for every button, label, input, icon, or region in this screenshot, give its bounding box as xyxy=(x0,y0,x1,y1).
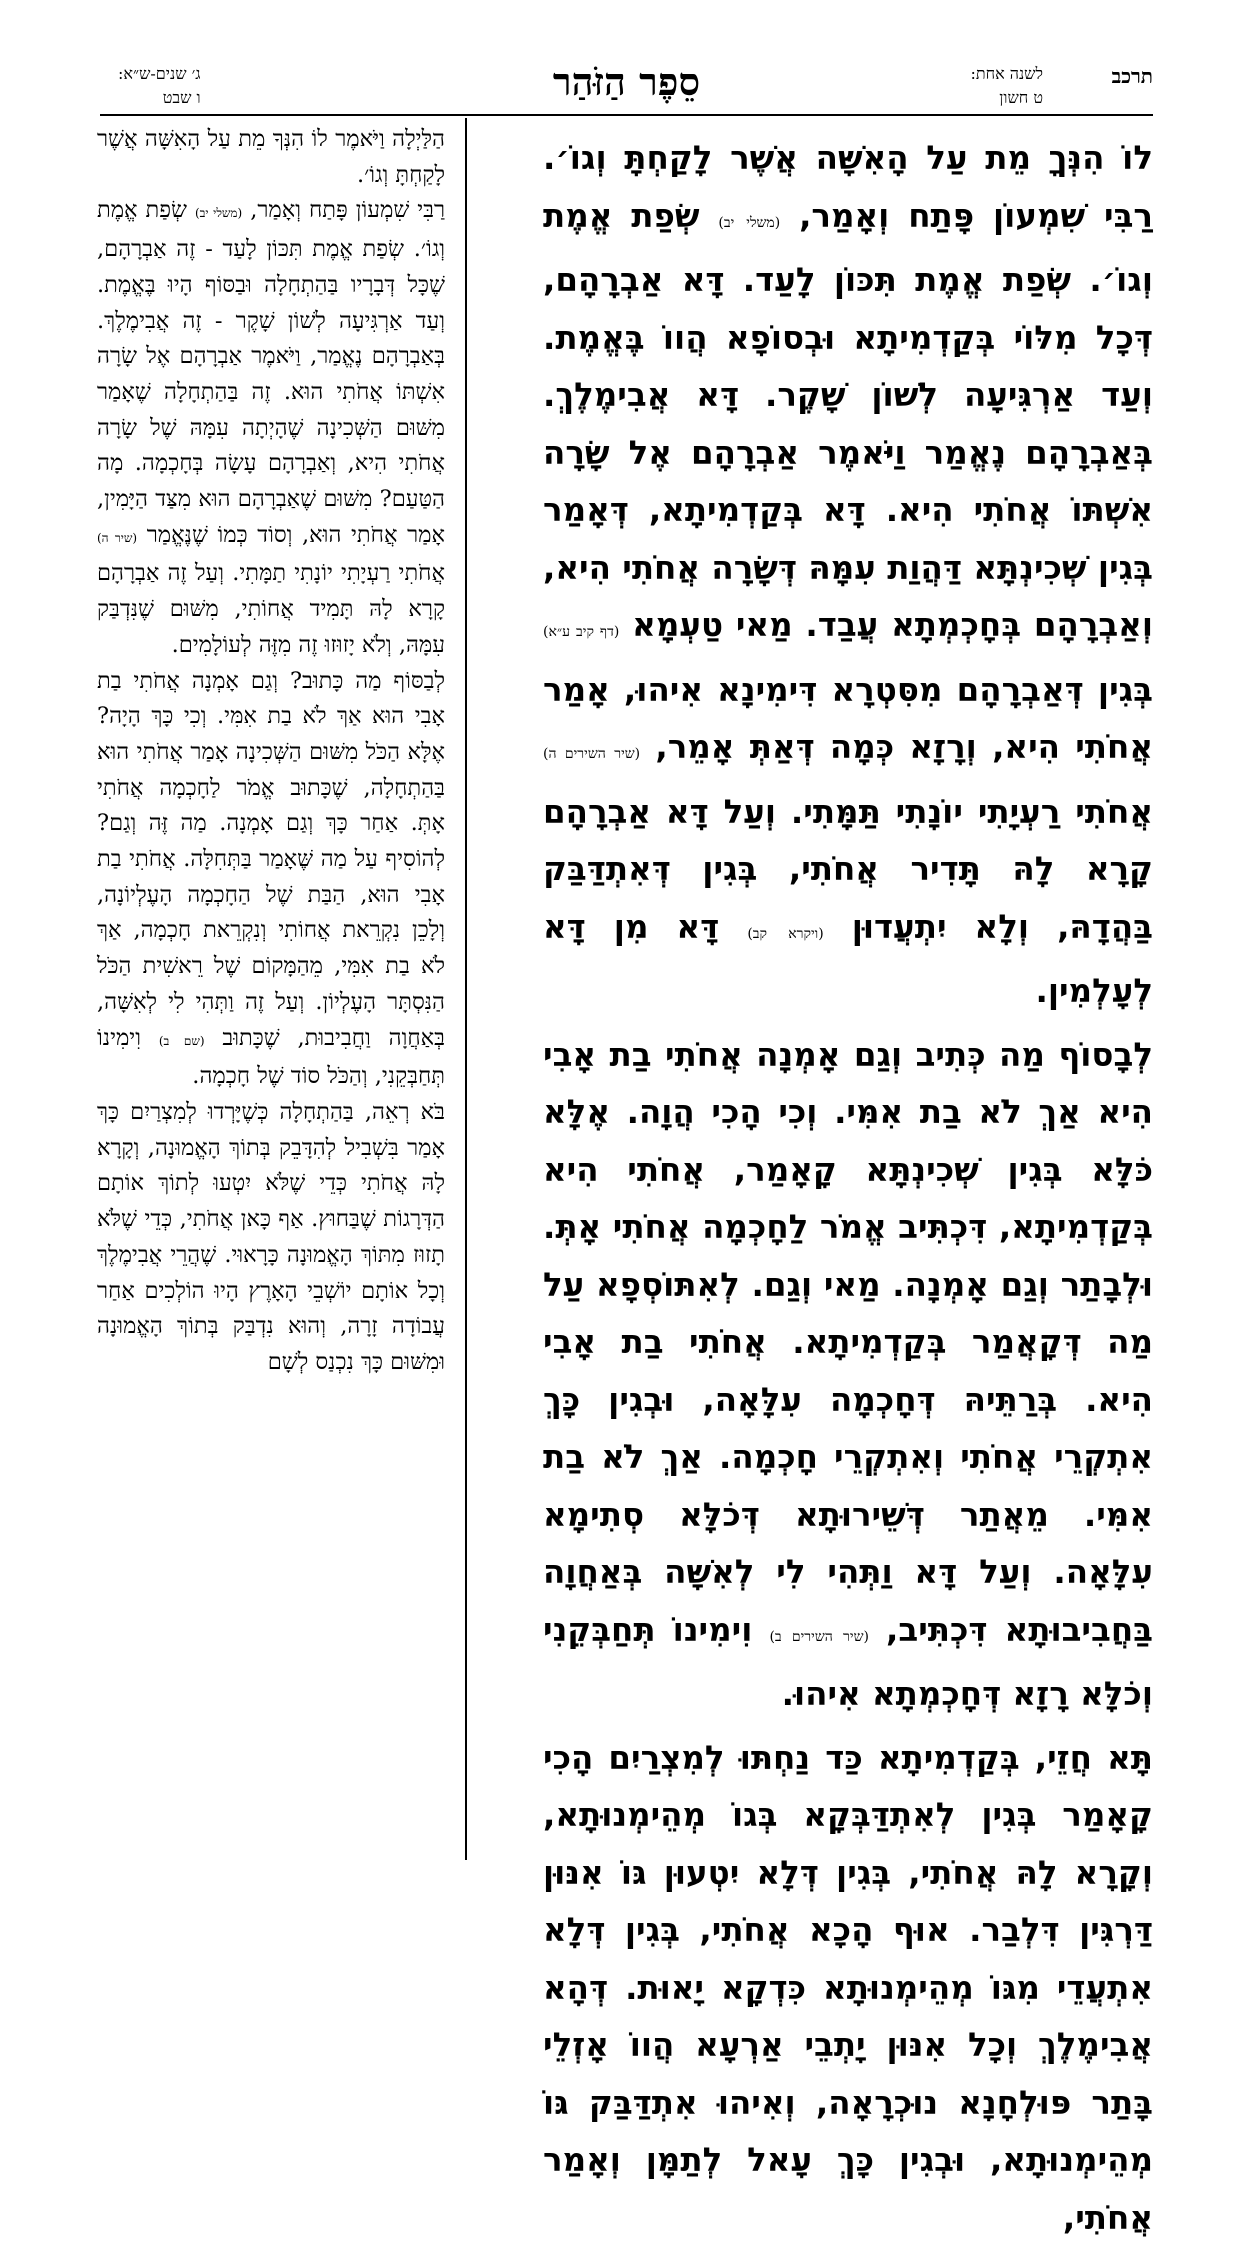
side-text: רַבִּי שִׁמְעוֹן פָּתַח וְאָמַר, xyxy=(250,197,445,223)
side-paragraph-2 xyxy=(97,193,445,663)
schedule-label: לשנה אחת: xyxy=(970,62,1043,86)
main-paragraph-2 xyxy=(543,1027,1153,1730)
citation: (דף קיב ע״א) xyxy=(543,624,619,640)
years-block xyxy=(118,62,201,110)
main-text: אֲחֹתִי רַעְיָתִי יוֹנָתִי תַּמָּתִי. וְעַל דָּא אַבְרָהָם קָרָא לָהּ תָּדִיר אֲחֹתִי, בְּגִין דְּאִתְדַּבַּק בַּהֲדָהּ, וְלָא יִתְעֲדוּן xyxy=(543,793,1153,946)
column-divider xyxy=(465,118,467,1860)
side-paragraph-1: הַלַּיְלָה וַיֹּאמֶר לוֹ הִנְּךָ מֵת עַל הָאִשָּׁה אֲשֶׁר לָקַחְתָּ וְגוֹ׳. xyxy=(97,122,445,193)
page-header xyxy=(100,58,1153,116)
citation: (משלי יב) xyxy=(195,206,242,220)
side-text: לְבַסּוֹף מַה כָּתוּב? וְגַם אָמְנָה אֲחֹתִי בַת אָבִי הוּא אַךְ לֹא בַת אִמִּי. וְכִי כָּךְ הָיָה? אֶלָּא הַכֹּל מִשּׁוּם הַשְּׁכִינָה אָמַר אֲחֹתִי הוּא בַּהַתְחָלָה, שֶׁכָּתוּב אֱמֹר לַחָכְמָה אֲחֹתִי אָתְּ. אַחַר כָּךְ וְגַם אָמְנָה. מַה זֶּה וְגַם? לְהוֹסִיף עַל מַה שֶּׁאָמַר בַּתְּחִלָּה. אֲחֹתִי בַת אָבִי הוּא, הַבַּת שֶׁל הַחָכְמָה הָעֶלְיוֹנָה, וְלָכֵן נִקְרֵאת אֲחוֹתִי וְנִקְרֵאת חָכְמָה, אַךְ לֹא בַת אִמִּי, מֵהַמָּקוֹם שֶׁל רֵאשִׁית הַכֹּל הַנִּסְתָּר הָעֶלְיוֹן. וְעַל זֶה וַתְּהִי לִי לְאִשָּׁה, בְּאַחֲוָה וַחֲבִיבוּת, שֶׁכָּתוּב xyxy=(97,668,445,1051)
main-text: וִימִינוֹ תְּחַבְּקֵנִי וְכֹלָּא רָזָא דְּחָכְמְתָא אִיהוּ. xyxy=(543,1611,1153,1714)
page-number: תרכב xyxy=(1112,64,1153,89)
hebrew-translation-column xyxy=(97,122,445,1862)
schedule-date: ט חשון xyxy=(970,86,1043,110)
years-date: ו שבט xyxy=(118,86,201,110)
side-text: אֲחֹתִי רַעְיָתִי יוֹנָתִי תַמָּתִי. וְעַל זֶה אַבְרָהָם קָרָא לָהּ תָּמִיד אֲחוֹתִי, מִשּׁוּם שֶׁנִּדְבַּק עִמָּהּ, וְלֹא יָזוּזוּ זֶה מִזֶּה לְעוֹלָמִים. xyxy=(97,560,445,657)
citation: (שיר השירים ה) xyxy=(543,746,640,762)
main-text: לוֹ הִנְּךָ מֵת עַל הָאִשָּׁה אֲשֶׁר לָקַחְתָּ וְגוֹ׳. רַבִּי שִׁמְעוֹן פָּתַח וְאָמַר, xyxy=(543,139,1153,235)
main-text: לְבָסוֹף מַה כְּתִיב וְגַם אָמְנָה אֲחֹתִי בַת אָבִי הִיא אַךְ לֹא בַת אִמִּי. וְכִי הָכִי הֲוָה. אֶלָּא כֹּלָּא בְּגִין שְׁכִינְתָּא קָאָמַר, אֲחֹתִי הִיא בְּקַדְמִיתָא, דִּכְתִּיב אֱמֹר לַחָכְמָה אֲחֹתִי אָתְּ. וּלְבָתַר וְגַם אָמְנָה. מַאי וְגַם. לְאִתּוֹסְפָא עַל מַה דְּקָאֲמַר בְּקַדְמִיתָא. אֲחֹתִי בַת אָבִי הִיא. בְּרַתֵּיהּ דְּחָכְמָה עִלָּאָה, וּבְגִין כָּךְ אִתְקְרֵי אֲחֹתִי וְאִתְקְרֵי חָכְמָה. אַךְ לֹא בַת אִמִּי. מֵאֲתַר דְּשֵׁירוּתָא דְּכֹלָּא סְתִימָא עִלָּאָה. וְעַל דָּא וַתְּהִי לִי לְאִשָּׁה בְּאַחֲוָה בַּחֲבִיבוּתָא דִּכְתִּיב, xyxy=(543,1036,1153,1649)
main-text: דָּא מִן דָּא לְעָלְמִין. xyxy=(543,908,1153,1011)
side-text: וִימִינוֹ תְּחַבְּקֵנִי, וְהַכֹּל סוֹד שֶׁל חָכְמָה. xyxy=(97,1025,445,1090)
years-label: ג׳ שנים-ש״א: xyxy=(118,62,201,86)
side-paragraph-3 xyxy=(97,664,445,1095)
citation: (שם ב) xyxy=(159,1034,205,1048)
citation: (שיר השירים ב) xyxy=(769,1629,869,1645)
aramaic-text-column xyxy=(543,130,1153,1860)
main-paragraph-1 xyxy=(543,130,1153,1027)
citation: (ויקרא קב) xyxy=(747,926,823,942)
main-text: בְּגִין דְּאַבְרָהָם מִסִּטְרָא דִּימִינָא אִיהוּ, אָמַר אֲחֹתִי הִיא, וְרָזָא כְּמָה דְּאַתְּ אָמֵר, xyxy=(543,671,1153,767)
side-text: שְׂפַת אֱמֶת וְגוֹ׳. שְׂפַת אֱמֶת תִּכּוֹן לָעַד - זֶה אַבְרָהָם, שֶׁכָּל דְּבָרָיו בַּהַתְחָלָה וּבַסּוֹף הָיוּ בֶּאֱמֶת. וְעַד אַרְגִּיעָה לְשׁוֹן שָׁקֶר - זֶה אֲבִימֶלֶךְ. בְּאַבְרָהָם נֶאֱמַר, וַיֹּאמֶר אַבְרָהָם אֶל שָׂרָה אִשְׁתּוֹ אֲחֹתִי הוּא. זֶה בַּהַתְחָלָה שֶׁאָמַר מִשּׁוּם הַשְּׁכִינָה שֶׁהָיְתָה עִמָּהּ שֶׁל שָׂרָה אֲחֹתִי הִיא, וְאַבְרָהָם עָשָׂה בְּחָכְמָה. מָה הַטַּעַם? מִשּׁוּם שֶׁאַבְרָהָם הוּא מִצַּד הַיָּמִין, אָמַר אֲחֹתִי הוּא, וְסוֹד כְּמוֹ שֶׁנֶּאֱמַר xyxy=(97,197,445,547)
citation: (משלי יב) xyxy=(718,215,780,231)
main-paragraph-3: תָּא חֲזֵי, בְּקַדְמִיתָא כַּד נַחְתּוּ לְמִצְרַיִם הָכִי קָאָמַר בְּגִין לְאִתְדַּבְּקָא בְּגוֹ מְהֵימְנוּתָא, וְקָרָא לָהּ אֲחֹתִי, בְּגִין דְּלָא יִטְעוּן גּוֹ אִנּוּן דַּרְגִּין דִּלְבַר. אוּף הָכָא אֲחֹתִי, בְּגִין דְּלָא אִתְעֲדֵי מִגּוֹ מְהֵימְנוּתָא כִּדְקָא יָאוּת. דְּהָא אֲבִימֶלֶךְ וְכָל אִנּוּן יָתְבֵי אַרְעָא הֲווֹ אָזְלֵי בָּתַר פּוּלְחָנָא נוּכְרָאָה, וְאִיהוּ אִתְדַּבַּק גּוֹ מְהֵימְנוּתָא, וּבְגִין כָּךְ עָאל לְתַמָּן וְאָמַר אֲחֹתִי, xyxy=(543,1730,1153,2247)
main-text: שְׂפַת אֱמֶת וְגוֹ׳. שְׂפַת אֱמֶת תִּכּוֹן לָעַד. דָּא אַבְרָהָם, דְּכָל מִלּוֹי בְּקַדְמִיתָא וּבְסוֹפָא הֲווֹ בֶּאֱמֶת. וְעַד אַרְגִּיעָה לְשׁוֹן שָׁקֶר. דָּא אֲבִימֶלֶךְ. בְּאַבְרָהָם נֶאֱמַר וַיֹּאמֶר אַבְרָהָם אֶל שָׂרָה אִשְׁתּוֹ אֲחֹתִי הִיא. דָּא בְּקַדְמִיתָא, דְּאָמַר בְּגִין שְׁכִינְתָּא דַּהֲוַת עִמָּהּ דְּשָׂרָה אֲחֹתִי הִיא, וְאַבְרָהָם בְּחָכְמְתָא עֲבַד. מַאי טַעְמָא xyxy=(543,197,1153,645)
side-paragraph-4: בֹּא רְאֵה, בַּהַתְחָלָה כְּשֶׁיָּרְדוּ לְמִצְרַיִם כָּךְ אָמַר בִּשְׁבִיל לְהִדָּבֵק בְּתוֹךְ הָאֱמוּנָה, וְקָרָא לָהּ אֲחֹתִי כְּדֵי שֶׁלֹּא יִטְעוּ לְתוֹךְ אוֹתָם הַדְּרָגוֹת שֶׁבַּחוּץ. אַף כָּאן אֲחֹתִי, כְּדֵי שֶׁלֹּא תָזוּז מִתּוֹךְ הָאֱמוּנָה כָּרָאוּי. שֶׁהֲרֵי אֲבִימֶלֶךְ וְכָל אוֹתָם יוֹשְׁבֵי הָאָרֶץ הָיוּ הוֹלְכִים אַחַר עֲבוֹדָה זָרָה, וְהוּא נִדְבַּק בְּתוֹךְ הָאֱמוּנָה וּמִשּׁוּם כָּךְ נִכְנַס לְשָׁם xyxy=(97,1095,445,1381)
book-title: סֵפֶר הַזֹּהַר xyxy=(100,58,1153,106)
citation: (שיר ה) xyxy=(97,531,137,545)
